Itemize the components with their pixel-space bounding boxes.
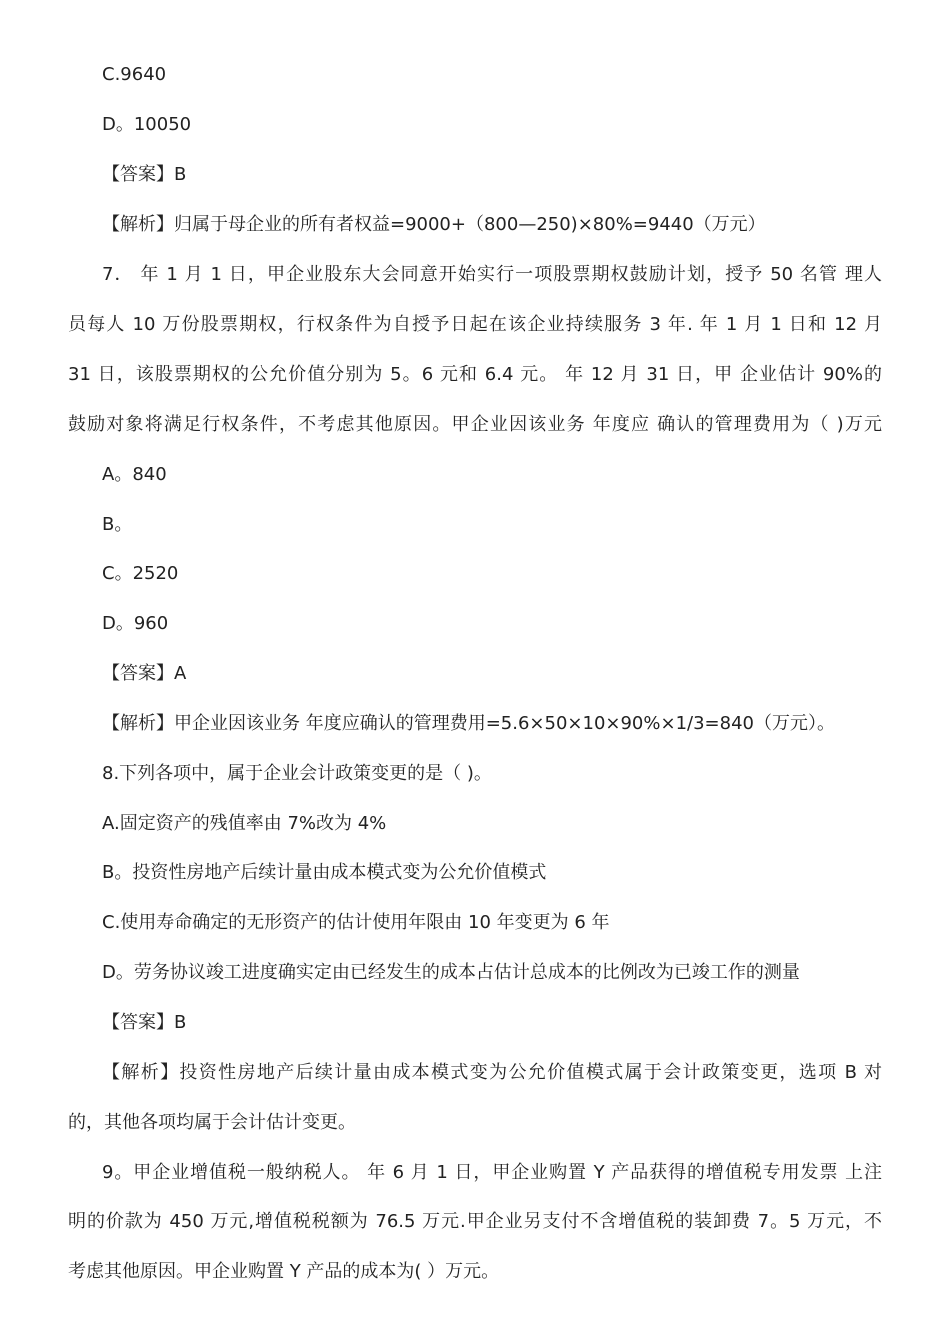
answer-q6: 【答案】B [102, 164, 187, 185]
option-a-q8: A.固定资产的残值率由 7%改为 4% [102, 813, 387, 834]
option-c-q8: C.使用寿命确定的无形资产的估计使用年限由 10 年变更为 6 年 [102, 912, 610, 933]
option-c-q6: C.9640 [102, 64, 167, 85]
option-b-q7: B。 [102, 514, 133, 535]
question-9-line-3: 考虑其他原因。甲企业购置 Y 产品的成本为( ）万元。 [68, 1261, 500, 1282]
question-7-line-1: 7． 年 1 月 1 日，甲企业股东大会同意开始实行一项股票期权鼓励计划，授予 50 名管 理人 [102, 264, 882, 285]
explanation-q6: 【解析】归属于母企业的所有者权益=9000+（800—250)×80%=9440（万元） [102, 214, 766, 235]
question-9-line-1: 9。甲企业增值税一般纳税人。 年 6 月 1 日，甲企业购置 Y 产品获得的增值税专用发票 上注 [102, 1162, 882, 1183]
explanation-q8-line-2: 的，其他各项均属于会计估计变更。 [68, 1112, 356, 1133]
option-b-q8: B。投资性房地产后续计量由成本模式变为公允价值模式 [102, 862, 547, 883]
answer-q7: 【答案】A [102, 663, 187, 684]
option-d-q7: D。960 [102, 613, 169, 634]
explanation-q8-line-1: 【解析】投资性房地产后续计量由成本模式变为公允价值模式属于会计政策变更，选项 B 对 [102, 1062, 882, 1083]
option-d-q6: D。10050 [102, 114, 192, 135]
explanation-q7: 【解析】甲企业因该业务 年度应确认的管理费用=5.6×50×10×90%×1/3=840（万元）。 [102, 713, 835, 734]
question-7-line-3: 31 日，该股票期权的公允价值分别为 5。6 元和 6.4 元。 年 12 月 31 日，甲 企业估计 90%的 [68, 364, 882, 385]
question-7-line-2: 员每人 10 万份股票期权，行权条件为自授予日起在该企业持续服务 3 年. 年 1 月 1 日和 12 月 [68, 314, 882, 335]
option-a-q7: A。840 [102, 464, 167, 485]
question-8: 8.下列各项中，属于企业会计政策变更的是（ )。 [102, 763, 492, 784]
option-c-q7: C。2520 [102, 563, 179, 584]
answer-q8: 【答案】B [102, 1012, 187, 1033]
question-7-line-4: 鼓励对象将满足行权条件，不考虑其他原因。甲企业因该业务 年度应 确认的管理费用为（ )万元 [68, 414, 882, 435]
option-d-q8: D。劳务协议竣工进度确实定由已经发生的成本占估计总成本的比例改为已竣工作的测量 [102, 962, 800, 983]
question-9-line-2: 明的价款为 450 万元,增值税税额为 76.5 万元.甲企业另支付不含增值税的装卸费 7。5 万元，不 [68, 1211, 882, 1232]
